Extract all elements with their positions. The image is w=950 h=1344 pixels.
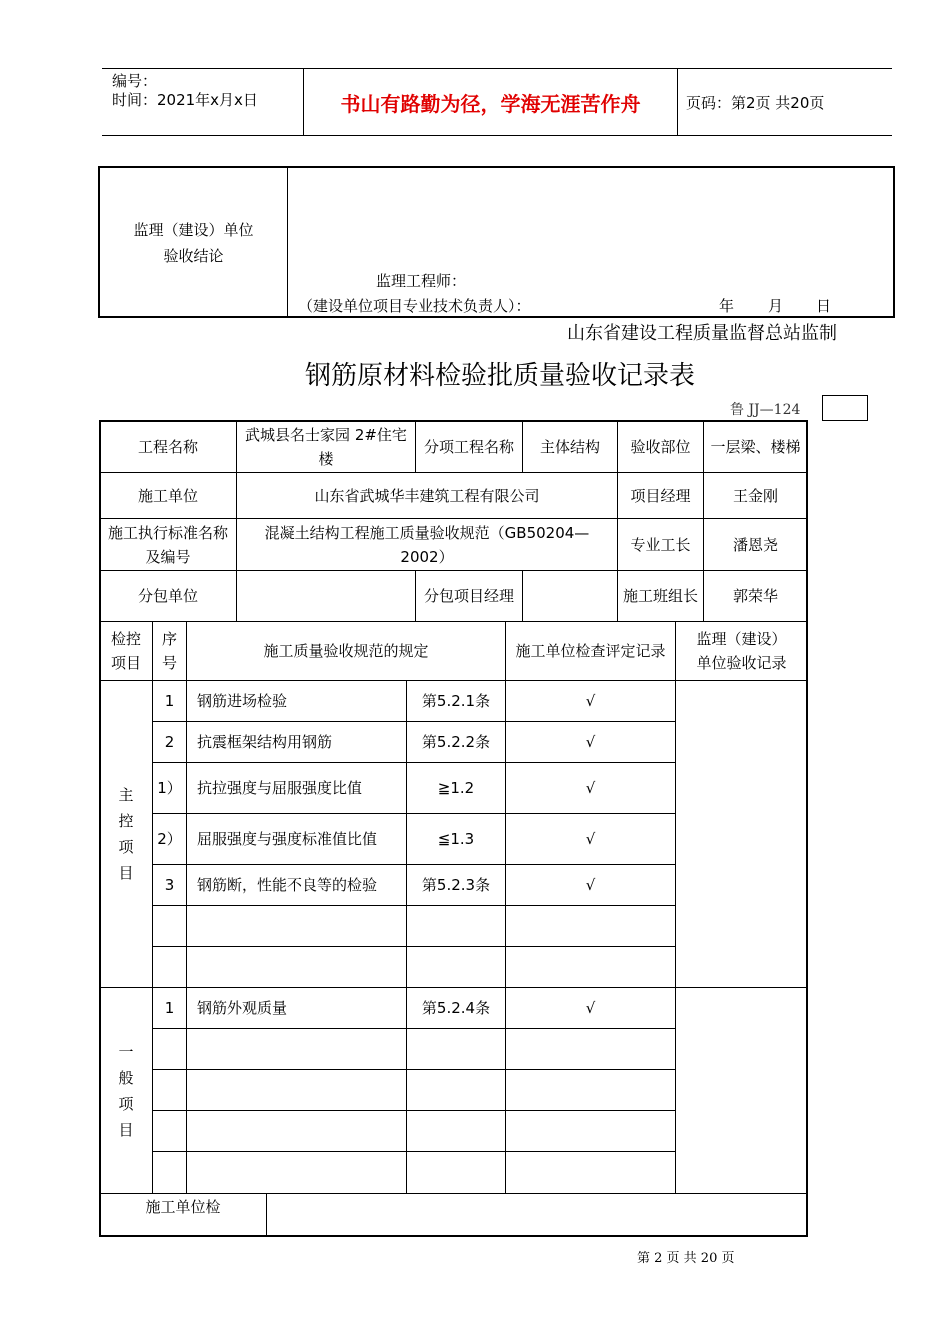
row-clause <box>407 1111 505 1151</box>
row-item <box>187 947 406 987</box>
row-item <box>187 1152 406 1193</box>
row-item: 钢筋外观质量 <box>197 999 288 1017</box>
main-control-label: 主控项目 <box>118 786 134 882</box>
sub-pm-value <box>523 571 617 621</box>
row-item: 抗拉强度与屈服强度比值 <box>197 779 363 797</box>
project-name-label: 工程名称 <box>137 437 198 456</box>
team-label: 施工班组长 <box>622 587 698 605</box>
pm-value: 王金刚 <box>732 486 778 505</box>
row-result <box>506 1111 675 1151</box>
time-label: 时间：2021年x月x日 <box>112 91 258 109</box>
row-item: 钢筋进场检验 <box>197 692 288 710</box>
owner-line: （建设单位项目专业技术负责人）： <box>298 297 531 315</box>
general-label: 一般项目 <box>118 1042 134 1139</box>
foreman-value: 潘恩尧 <box>732 535 778 554</box>
row-seq <box>153 1070 186 1110</box>
foreman-label: 专业工长 <box>630 535 691 554</box>
standard-value: 混凝土结构工程施工质量验收规范（GB50204—2002） <box>264 523 590 566</box>
date-month: 月 <box>768 297 784 315</box>
row-seq: 1 <box>164 692 175 710</box>
row-item: 屈服强度与强度标准值比值 <box>197 830 378 848</box>
col-supervision: 监理（建设）单位验收记录 <box>696 630 787 672</box>
supervision-label-line1: 监理（建设）单位 <box>133 221 254 239</box>
col-check: 施工单位检查评定记录 <box>515 642 666 660</box>
team-value: 郭荣华 <box>732 587 778 605</box>
row-seq <box>153 1152 186 1193</box>
row-clause: 第5.2.1条 <box>421 692 491 710</box>
row-item <box>187 1111 406 1151</box>
col-category: 检控项目 <box>110 630 141 672</box>
row-item <box>187 906 406 946</box>
supervision-label-line2: 验收结论 <box>163 247 224 265</box>
acceptance-part-label: 验收部位 <box>630 437 691 456</box>
row-result <box>506 906 675 946</box>
row-result <box>506 1029 675 1069</box>
row-seq <box>153 947 186 987</box>
row-result: √ <box>585 692 596 710</box>
header-divider <box>677 68 678 135</box>
number-label: 编号： <box>112 72 158 90</box>
row-seq: 1 <box>164 999 175 1017</box>
rule <box>100 1193 807 1194</box>
col-seq: 序号 <box>161 630 177 672</box>
row-clause <box>407 1070 505 1110</box>
row-item <box>187 1070 406 1110</box>
row-result: √ <box>585 830 596 848</box>
sub-pm-label: 分包项目经理 <box>423 587 514 605</box>
rule <box>675 621 676 1193</box>
row-item: 抗震框架结构用钢筋 <box>197 733 333 751</box>
row-seq <box>153 1111 186 1151</box>
project-name-value: 武城县名士家园 2#住宅楼 <box>245 425 407 468</box>
row-result <box>506 1070 675 1110</box>
row-clause: ≧1.2 <box>437 779 475 797</box>
form-number-box[interactable] <box>822 395 868 421</box>
header-bottom-rule <box>102 135 892 136</box>
subproject-value: 主体结构 <box>539 437 600 456</box>
row-seq: 2 <box>164 733 175 751</box>
date-day: 日 <box>816 297 832 315</box>
row-clause: 第5.2.2条 <box>421 733 491 751</box>
issuer: 山东省建设工程质量监督总站监制 <box>567 323 837 344</box>
subcontractor-value <box>237 571 415 621</box>
row-seq: 3 <box>164 876 175 894</box>
pm-label: 项目经理 <box>630 486 691 505</box>
row-result: √ <box>585 999 596 1017</box>
row-result: √ <box>585 779 596 797</box>
form-title: 钢筋原材料检验批质量验收记录表 <box>304 360 695 391</box>
col-spec: 施工质量验收规范的规定 <box>263 642 429 660</box>
motto: 书山有路勤为径，学海无涯苦作舟 <box>340 91 641 116</box>
row-clause: 第5.2.4条 <box>421 999 491 1017</box>
row-result <box>506 1152 675 1193</box>
row-seq <box>153 906 186 946</box>
contractor-value: 山东省武城华丰建筑工程有限公司 <box>314 486 540 505</box>
row-item <box>187 1029 406 1069</box>
row-result <box>506 947 675 987</box>
contractor-check-label: 施工单位检 <box>145 1198 221 1216</box>
page-footer: 第 2 页 共 20 页 <box>637 1251 735 1266</box>
date-year: 年 <box>719 297 735 315</box>
row-clause <box>407 1152 505 1193</box>
contractor-label: 施工单位 <box>137 486 198 505</box>
header-top-rule <box>102 68 892 69</box>
row-clause <box>407 906 505 946</box>
row-clause <box>407 1029 505 1069</box>
row-seq <box>153 1029 186 1069</box>
subproject-label: 分项工程名称 <box>423 437 514 456</box>
acceptance-part-value: 一层梁、楼梯 <box>710 437 801 456</box>
supervision-divider <box>287 167 288 317</box>
row-seq: 1） <box>157 779 182 797</box>
supervision-label <box>100 215 287 271</box>
row-item: 钢筋断，性能不良等的检验 <box>197 876 378 894</box>
row-seq: 2） <box>157 830 182 848</box>
row-clause: ≦1.3 <box>437 830 475 848</box>
supervision-engineer: 监理工程师： <box>376 272 467 290</box>
standard-label: 施工执行标准名称及编号 <box>107 523 228 566</box>
row-clause <box>407 947 505 987</box>
form-code: 鲁 JJ—124 <box>730 402 801 418</box>
page-code: 页码：第2页 共20页 <box>686 94 825 112</box>
row-result: √ <box>585 876 596 894</box>
rule <box>266 1193 267 1236</box>
row-clause: 第5.2.3条 <box>421 876 491 894</box>
subcontractor-label: 分包单位 <box>137 587 198 605</box>
row-result: √ <box>585 733 596 751</box>
